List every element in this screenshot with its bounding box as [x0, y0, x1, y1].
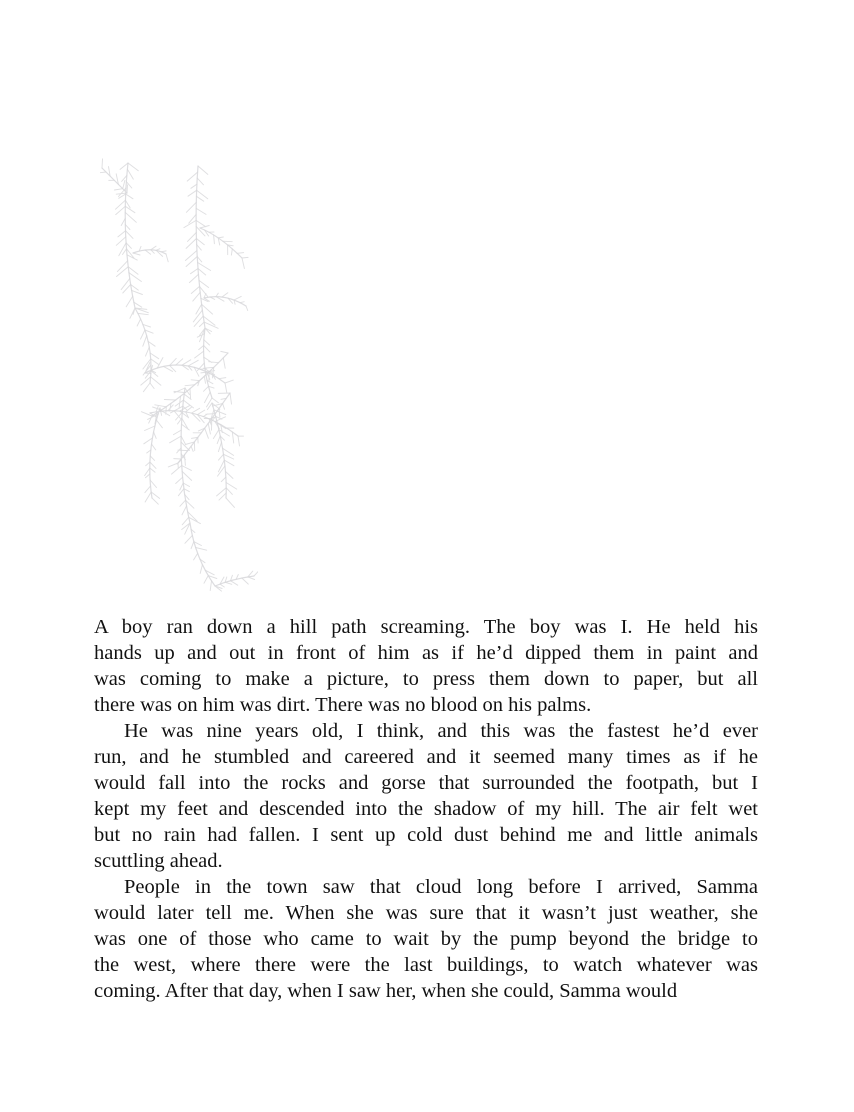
stem-strokes	[102, 163, 254, 586]
paragraph-2	[94, 718, 758, 874]
paragraph-3	[94, 874, 758, 1004]
text-line: would later tell me. When she was sure that it wasn’t just weather, she	[94, 902, 758, 924]
text-line: People in the town saw that cloud long before I arrived, Samma	[124, 876, 758, 898]
text-line: was coming to make a picture, to press them down to paper, but all	[94, 668, 758, 690]
text-line: kept my feet and descended into the shadow of my hill. The air felt wet	[94, 798, 758, 820]
text-line: A boy ran down a hill path screaming. The boy was I. He held his	[94, 616, 758, 638]
text-line: hands up and out in front of him as if he’d dipped them in paint and	[94, 642, 758, 664]
text-line: would fall into the rocks and gorse that surrounded the footpath, but I	[94, 772, 758, 794]
text-line: He was nine years old, I think, and this was the fastest he’d ever	[124, 720, 758, 742]
text-line: run, and he stumbled and careered and it seemed many times as if he	[94, 746, 758, 768]
text-block	[94, 614, 758, 1004]
text-line: scuttling ahead.	[94, 850, 223, 872]
paragraph-1	[94, 614, 758, 718]
text-line: was one of those who came to wait by the pump beyond the bridge to	[94, 928, 758, 950]
needle-strokes	[100, 159, 258, 591]
text-line: coming. After that day, when I saw her, when she could, Samma would	[94, 980, 678, 1002]
text-line: but no rain had fallen. I sent up cold dust behind me and little animals	[94, 824, 758, 846]
text-line: the west, where there were the last buildings, to watch whatever was	[94, 954, 758, 976]
gorse-sprig-illustration	[100, 158, 258, 593]
text-line: there was on him was dirt. There was no blood on his palms.	[94, 694, 592, 716]
